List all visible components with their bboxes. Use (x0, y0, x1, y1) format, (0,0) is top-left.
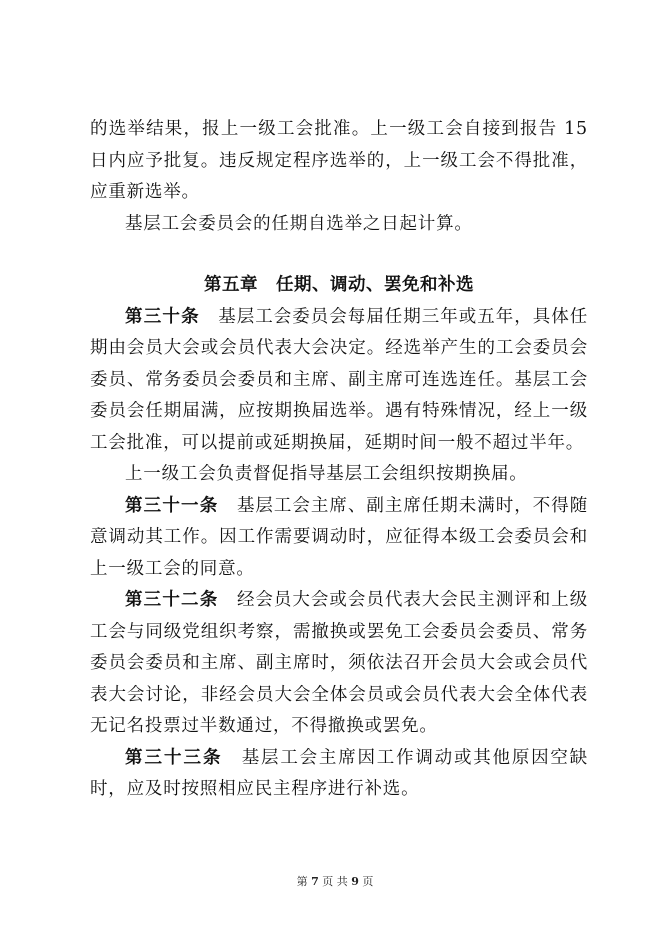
article-number: 第三十二条 (125, 590, 219, 610)
footer-prefix: 第 (296, 875, 308, 888)
article-33 (90, 743, 588, 806)
chapter-title: 第五章 任期、调动、罢免和补选 (204, 275, 474, 295)
continued-paragraph: 的选举结果，报上一级工会批准。上一级工会自接到报告 15 日内应予批复。违反规定程序选举的，上一级工会不得批准，应重新选举。 (90, 119, 588, 202)
article-text: 基层工会主席因工作调动或其他原因空缺时，应及时按照相应民主程序进行补选。 (90, 747, 588, 799)
article-number: 第三十一条 (125, 495, 219, 516)
term-paragraph: 基层工会委员会的任期自选举之日起计算。 (125, 213, 473, 234)
current-page-number: 7 (311, 875, 319, 888)
footer-middle: 页 共 (322, 875, 348, 888)
article-text: 基层工会主席、副主席任期未满时，不得随意调动其工作。因工作需要调动时，应征得本级工会委员会和上一级工会的同意。 (90, 495, 588, 579)
article-30 (90, 302, 588, 460)
article-number: 第三十条 (125, 306, 200, 327)
document-body (90, 114, 588, 806)
footer-suffix: 页 (362, 875, 374, 888)
article-31 (90, 491, 588, 586)
article-number: 第三十三条 (125, 747, 223, 768)
article-30-followup: 上一级工会负责督促指导基层工会组织按期换届。 (125, 464, 528, 484)
article-text: 经会员大会或会员代表大会民主测评和上级工会与同级党组织考察，需撤换或罢免工会委员会委员、常务委员会委员和主席、副主席时，须依法召开会员大会或会员代表大会讨论，非经会员大会全体会员或会员代表大会全体代表无记名投票过半数通过，不得撤换或罢免。 (90, 590, 588, 736)
total-pages-number: 9 (351, 875, 359, 888)
article-32 (90, 585, 588, 743)
page-footer (0, 875, 670, 889)
article-text: 基层工会委员会每届任期三年或五年，具体任期由会员大会或会员代表大会决定。经选举产生的工会委员会委员、常务委员会委员和主席、副主席可连选连任。基层工会委员会任期届满，应按期换届选举。遇有特殊情况，经上一级工会批准，可以提前或延期换届，延期时间一般不超过半年。 (90, 306, 588, 453)
